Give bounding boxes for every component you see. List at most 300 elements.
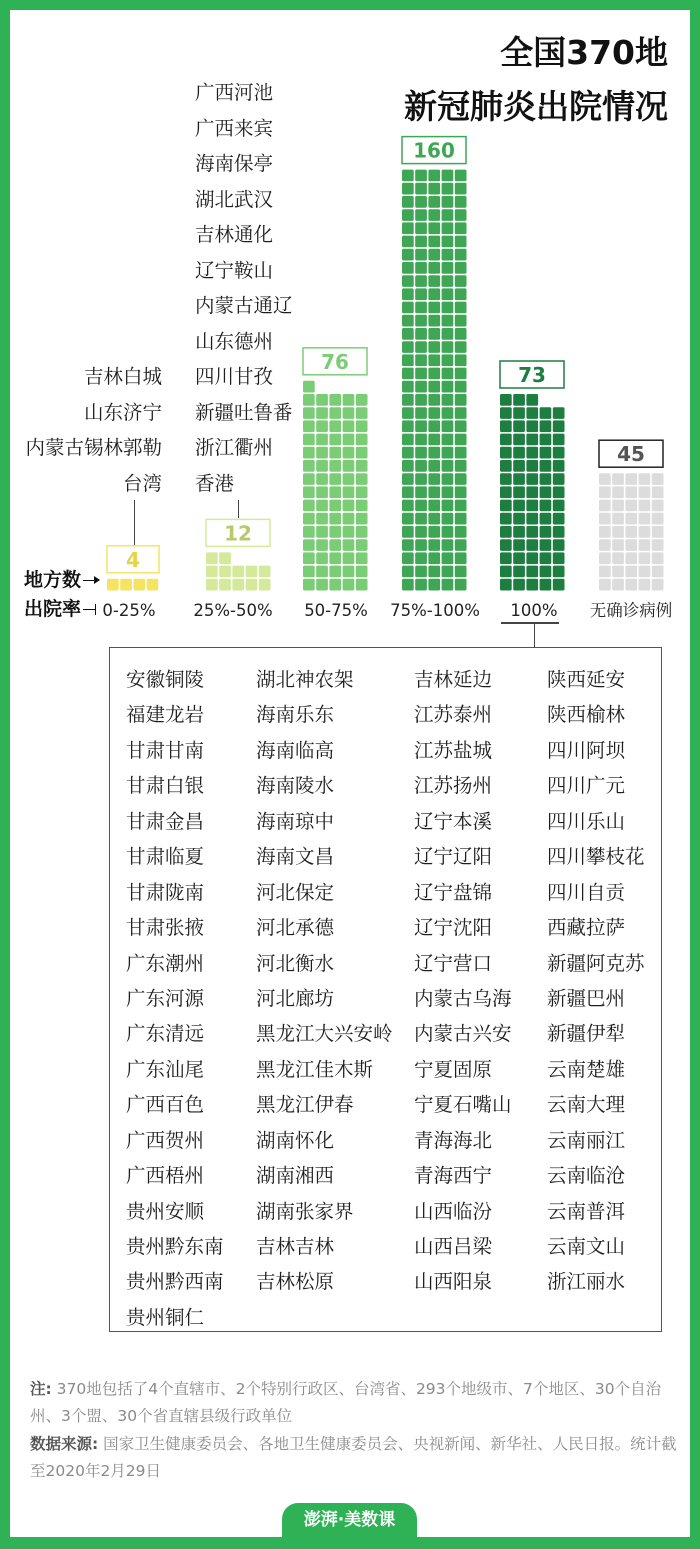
waffle-cell [599,513,611,525]
waffle-cell [442,302,454,314]
waffle-cell [442,500,454,512]
waffle-cell [402,407,414,419]
annotation-item: 安徽铜陵 [126,668,205,691]
waffle-cell [402,381,414,393]
waffle-cell [442,341,454,353]
waffle-cell [442,288,454,300]
waffle-cell [442,236,454,248]
waffle-cell [500,513,512,525]
waffle-cell [428,354,440,366]
waffle-cell [259,579,271,591]
waffle-cell [442,460,454,472]
waffle-cell [329,513,341,525]
waffle-cell [343,407,355,419]
waffle-cell [303,526,315,538]
annotation-item: 广西梧州 [126,1164,205,1188]
waffle-cell [455,434,467,446]
waffle-cell [652,526,664,538]
waffle-cell [402,500,414,512]
waffle-cell [402,539,414,551]
waffle-cell [232,566,244,578]
waffle-cell [455,341,467,353]
value-label: 4 [126,547,140,572]
waffle-cell [316,486,328,498]
waffle-cell [455,262,467,274]
waffle-cell [625,513,637,525]
waffle-cell [455,315,467,327]
waffle-cell [356,566,368,578]
waffle-cell [402,315,414,327]
waffle-cell [639,526,651,538]
waffle-cell [526,513,538,525]
waffle-cell [303,513,315,525]
waffle-cell [639,579,651,591]
row-label-rate [24,600,95,619]
waffle-cell [455,222,467,234]
annotation-item: 广西来宾 [195,116,274,140]
waffle-cell [343,513,355,525]
waffle-cell [540,420,552,432]
waffle-cell [316,539,328,551]
annotation-item: 浙江丽水 [547,1270,626,1294]
waffle-cell [428,447,440,459]
annotation-item: 山西阳泉 [414,1270,493,1294]
annotation-item [256,1300,414,1335]
waffle-cell [329,552,341,564]
annotation-item: 黑龙江佳木斯 [256,1057,374,1081]
annotation-item: 甘肃临夏 [126,845,205,869]
waffle-cell [343,566,355,578]
annotation-item: 吉林吉林 [256,1235,335,1258]
waffle-cell [599,566,611,578]
waffle-cell [513,420,525,432]
waffle-cell [625,500,637,512]
waffle-cell [428,526,440,538]
waffle-cell [415,539,427,551]
waffle-cell [343,579,355,591]
waffle-cell [303,500,315,512]
annotation-item [414,1300,547,1335]
waffle-cell [329,473,341,485]
waffle-cell [356,539,368,551]
row-label-rate-text: 出院率 [24,598,82,620]
annotation-item: 内蒙古锡林郭勒 [25,436,162,459]
annotation-item: 江苏泰州 [414,703,493,727]
waffle-cell [455,236,467,248]
waffle-cell [500,579,512,591]
waffle-cell [303,381,315,393]
waffle-cell [526,447,538,459]
annotation-item: 山西临汾 [414,1199,493,1223]
waffle-cell [415,552,427,564]
annotation-item: 宁夏石嘴山 [414,1093,512,1117]
waffle-cell [428,566,440,578]
annotation-item: 贵州安顺 [126,1199,205,1223]
annotation-item: 陕西榆林 [547,703,626,727]
annotation-item: 内蒙古通辽 [195,294,293,317]
waffle-cell [428,513,440,525]
waffle-cell [120,579,132,591]
waffle-cell [540,473,552,485]
waffle-cell [303,486,315,498]
waffle-cell [246,566,258,578]
waffle-cell [402,566,414,578]
waffle-cell [415,486,427,498]
waffle-cell [442,262,454,274]
waffle-cell [316,447,328,459]
annotation-item: 四川阿坝 [547,738,626,762]
waffle-cell [540,513,552,525]
annotation-item: 云南文山 [547,1235,626,1258]
connector-line-100 [534,624,535,647]
waffle-cell [540,486,552,498]
waffle-cell [652,500,664,512]
waffle-cell [442,447,454,459]
waffle-cell [639,552,651,564]
waffle-cell [553,486,565,498]
annotation-item: 贵州黔东南 [126,1235,224,1258]
annotation-item: 贵州黔西南 [126,1270,224,1294]
waffle-cell [133,579,145,591]
waffle-cell [303,447,315,459]
waffle-cell [455,368,467,380]
waffle-cell [316,552,328,564]
waffle-cell [428,302,440,314]
waffle-cell [415,288,427,300]
category-label: 75%-100% [390,601,480,620]
waffle-cell [428,420,440,432]
waffle-cell [343,486,355,498]
waffle-cell [442,513,454,525]
waffle-cell [500,460,512,472]
chart-title-line1: 全国370地 [500,33,668,72]
waffle-cell [442,539,454,551]
waffle-cell [500,566,512,578]
waffle-cell [219,566,231,578]
waffle-cell [303,394,315,406]
arrow-icon [83,580,99,581]
waffle-cell [402,249,414,261]
annotation-item: 香港 [195,471,235,495]
waffle-cell [455,394,467,406]
waffle-cell [625,552,637,564]
waffle-cell [442,579,454,591]
waffle-cell [415,209,427,221]
bracket-icon [83,609,95,610]
waffle-cell [513,513,525,525]
waffle-cell [455,196,467,208]
annotation-item: 山东德州 [195,329,274,353]
annotation-item: 江苏扬州 [414,774,493,798]
waffle-cell [415,341,427,353]
waffle-cell [428,288,440,300]
waffle-cell [612,566,624,578]
waffle-cell [500,539,512,551]
waffle-cell [442,526,454,538]
waffle-cell [442,434,454,446]
waffle-cell [553,473,565,485]
annotation-item: 西藏拉萨 [547,916,626,940]
waffle-cell [455,447,467,459]
waffle-cell [455,473,467,485]
waffle-cell [442,275,454,287]
annotation-item: 新疆吐鲁番 [195,400,293,424]
waffle-cell [402,434,414,446]
annotation-item: 青海海北 [414,1128,493,1152]
waffle-cell [259,566,271,578]
waffle-cell [513,526,525,538]
waffle-cell [147,579,159,591]
waffle-cell [316,460,328,472]
annotation-item: 河北保定 [256,880,335,904]
waffle-cell [343,420,355,432]
annotation-item: 湖北神农架 [256,668,354,691]
waffle-cell [329,500,341,512]
waffle-cell [428,341,440,353]
annotation-item: 云南临沧 [547,1164,626,1188]
bar-4 [402,170,467,591]
waffle-cell [356,579,368,591]
waffle-cell [553,500,565,512]
waffle-cell [612,473,624,485]
waffle-cell [329,539,341,551]
waffle-cell [402,513,414,525]
waffle-cell [316,473,328,485]
waffle-cell [415,460,427,472]
annotation-item: 内蒙古乌海 [414,986,512,1010]
waffle-cell [553,513,565,525]
waffle-cell [316,420,328,432]
annotation-item: 江苏盐城 [414,738,493,762]
waffle-cell [415,222,427,234]
waffle-cell [455,354,467,366]
waffle-cell [553,526,565,538]
annotation-item: 广西贺州 [126,1128,205,1152]
waffle-cell [415,328,427,340]
waffle-cell [415,381,427,393]
waffle-cell [428,183,440,195]
waffle-cell [442,473,454,485]
waffle-cell [553,434,565,446]
waffle-cell [553,420,565,432]
waffle-cell [540,407,552,419]
annotation-item: 海南文昌 [256,845,335,869]
value-label: 160 [413,138,455,163]
waffle-cell [316,513,328,525]
waffle-cell [625,566,637,578]
annotation-item: 新疆巴州 [547,986,626,1010]
waffle-cell [316,407,328,419]
waffle-cell [206,579,218,591]
waffle-cell [356,447,368,459]
waffle-cell [206,552,218,564]
waffle-cell [540,447,552,459]
waffle-cell [343,447,355,459]
waffle-cell [513,394,525,406]
annotation-item: 广西河池 [195,81,274,104]
waffle-cell [343,460,355,472]
waffle-cell [206,566,218,578]
waffle-cell [526,394,538,406]
waffle-cell [455,526,467,538]
annotation-item: 甘肃金昌 [126,809,205,833]
waffle-cell [402,236,414,248]
waffle-cell [442,209,454,221]
waffle-cell [599,539,611,551]
annotation-item: 黑龙江伊春 [256,1093,354,1117]
waffle-cell [402,486,414,498]
waffle-cell [455,249,467,261]
bracket-100 [501,622,559,624]
waffle-cell [625,539,637,551]
waffle-cell [599,486,611,498]
waffle-bar-chart [10,10,690,640]
waffle-cell [415,513,427,525]
waffle-cell [442,249,454,261]
note-text: 370地包括了4个直辖市、2个特别行政区、台湾省、293个地级市、7个地区、30个自治州、3个盟、30个省直辖县级行政单位 [30,1380,662,1425]
waffle-cell [455,552,467,564]
waffle-cell [316,566,328,578]
waffle-cell [428,539,440,551]
annotation-item: 广东清远 [126,1022,205,1046]
annotation-item: 海南陵水 [256,774,335,798]
annotation-item: 辽宁盘锦 [414,880,493,904]
waffle-cell [540,539,552,551]
waffle-cell [526,566,538,578]
annotation-grid-100 [126,662,656,1335]
waffle-cell [415,407,427,419]
annotation-item: 云南丽江 [547,1128,626,1152]
waffle-cell [356,394,368,406]
waffle-cell [316,526,328,538]
waffle-cell [553,407,565,419]
waffle-cell [428,262,440,274]
waffle-cell [500,552,512,564]
source-text: 国家卫生健康委员会、各地卫生健康委员会、央视新闻、新华社、人民日报。统计截至2020年2月29日 [30,1435,677,1480]
waffle-cell [356,500,368,512]
annotation-item: 山东济宁 [83,400,162,424]
waffle-cell [455,539,467,551]
waffle-cell [513,434,525,446]
annotation-item: 海南乐东 [256,703,335,727]
annotation-item: 吉林白城 [83,365,162,388]
waffle-cell [513,566,525,578]
annotation-item: 云南楚雄 [547,1057,626,1081]
waffle-cell [455,460,467,472]
waffle-cell [415,394,427,406]
waffle-cell [455,500,467,512]
waffle-cell [513,447,525,459]
waffle-cell [455,420,467,432]
waffle-cell [513,579,525,591]
waffle-cell [303,566,315,578]
waffle-cell [428,328,440,340]
waffle-cell [442,328,454,340]
waffle-cell [500,486,512,498]
waffle-cell [526,500,538,512]
waffle-cell [639,539,651,551]
waffle-cell [356,473,368,485]
waffle-cell [625,526,637,538]
waffle-cell [415,315,427,327]
waffle-cell [329,486,341,498]
infographic-card [10,10,690,1537]
waffle-cell [329,434,341,446]
waffle-cell [356,552,368,564]
waffle-cell [625,473,637,485]
waffle-cell [343,473,355,485]
waffle-cell [553,566,565,578]
waffle-cell [415,183,427,195]
annotation-item: 云南大理 [547,1093,626,1117]
waffle-cell [415,526,427,538]
waffle-cell [303,407,315,419]
annotation-item: 辽宁沈阳 [414,916,493,940]
waffle-cell [428,368,440,380]
waffle-cell [612,552,624,564]
waffle-cell [513,407,525,419]
waffle-cell [500,500,512,512]
annotation-item: 四川广元 [547,774,626,798]
waffle-cell [526,407,538,419]
footnotes [30,1376,680,1486]
waffle-cell [442,183,454,195]
waffle-cell [526,460,538,472]
annotation-item: 海南保亭 [195,152,274,175]
waffle-cell [513,486,525,498]
waffle-cell [526,579,538,591]
waffle-cell [343,539,355,551]
waffle-cell [442,486,454,498]
annotation-item: 吉林松原 [256,1270,335,1294]
annotation-item: 四川自贡 [547,880,626,904]
waffle-cell [553,460,565,472]
waffle-cell [599,552,611,564]
annotation-item: 吉林通化 [195,223,274,246]
value-label: 45 [617,442,645,467]
waffle-cell [402,275,414,287]
annotation-item: 广东河源 [126,986,205,1010]
waffle-cell [415,368,427,380]
waffle-cell [402,209,414,221]
waffle-cell [442,381,454,393]
waffle-cell [652,513,664,525]
waffle-cell [526,486,538,498]
waffle-cell [442,566,454,578]
annotation-item: 新疆伊犁 [547,1022,626,1046]
waffle-cell [316,394,328,406]
waffle-cell [612,539,624,551]
waffle-cell [442,315,454,327]
source [30,1431,680,1484]
annotation-item: 湖南湘西 [256,1164,335,1188]
waffle-cell [455,579,467,591]
waffle-cell [526,552,538,564]
brand-logo: 澎湃·美数课 [282,1503,417,1537]
waffle-cell [428,552,440,564]
waffle-cell [639,513,651,525]
waffle-cell [219,552,231,564]
waffle-cell [526,434,538,446]
waffle-cell [652,579,664,591]
waffle-cell [329,420,341,432]
waffle-cell [612,579,624,591]
annotation-item: 四川甘孜 [195,365,274,388]
bar-5 [500,394,565,591]
waffle-cell [540,579,552,591]
waffle-cell [402,262,414,274]
annotation-item: 辽宁辽阳 [414,845,493,869]
